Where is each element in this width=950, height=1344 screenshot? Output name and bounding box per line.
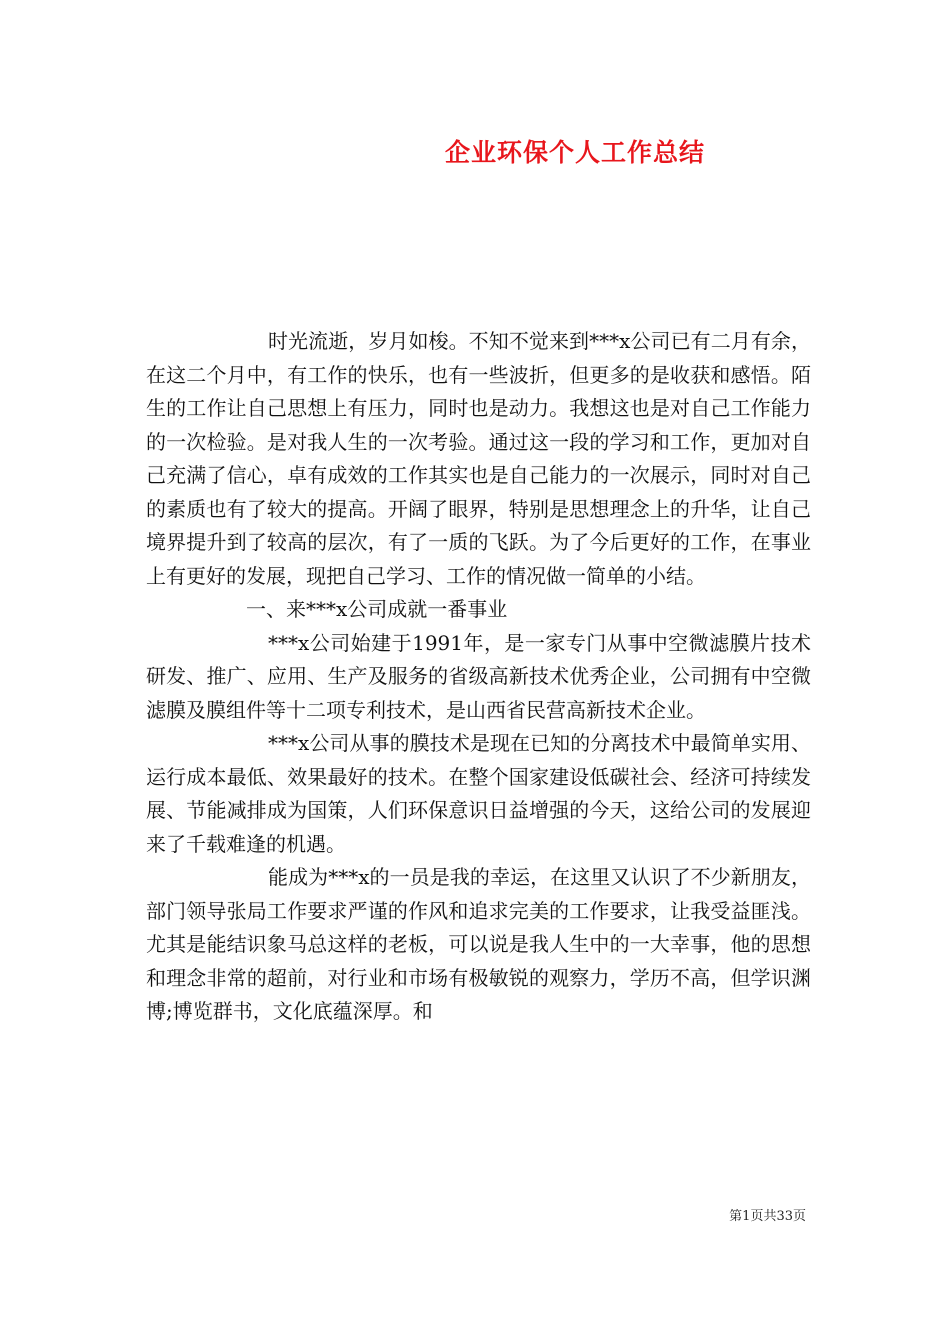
page-number: 第1页共33页 <box>729 1209 806 1224</box>
document-title: 企业环保个人工作总结 <box>444 138 705 167</box>
paragraph-company-history: ***x公司始建于1991年，是一家专门从事中空微滤膜片技术研发、推广、应用、生产及服务的省级高新技术优秀企业，公司拥有中空微滤膜及膜组件等十二项专利技术，是山西省民营高新技术企业。 <box>146 630 811 722</box>
paragraph-intro: 时光流逝，岁月如梭。不知不觉来到***x公司已有二月有余，在这二个月中，有工作的快乐，也有一些波折，但更多的是收获和感悟。陌生的工作让自己思想上有压力，同时也是动力。我想这也是对自己工作能力的一次检验。是对我人生的一次考验。通过这一段的学习和工作，更加对自己充满了信心，卓有成效的工作其实也是自己能力的一次展示，同时对自己的素质也有了较大的提高。开阔了眼界，特别是思想理念上的升华，让自己境界提升到了较高的层次，有了一质的飞跃。为了今后更好的工作，在事业上有更好的发展，现把自己学习、工作的情况做一简单的小结。 <box>146 329 811 588</box>
paragraph-personal-reflection: 能成为***x的一员是我的幸运，在这里又认识了不少新朋友，部门领导张局工作要求严谨的作风和追求完美的工作要求，让我受益匪浅。尤其是能结识象马总这样的老板，可以说是我人生中的一大幸事，他的思想和理念非常的超前，对行业和市场有极敏锐的观察力，学历不高，但学识渊博;博览群书，文化底蕴深厚。和 <box>146 865 811 1023</box>
section-heading: 一、来***x公司成就一番事业 <box>246 597 508 621</box>
document-body <box>146 325 811 1029</box>
paragraph-membrane-technology: ***x公司从事的膜技术是现在已知的分离技术中最简单实用、运行成本最低、效果最好的技术。在整个国家建设低碳社会、经济可持续发展、节能减排成为国策，人们环保意识日益增强的今天，这给公司的发展迎来了千载难逢的机遇。 <box>146 731 811 856</box>
